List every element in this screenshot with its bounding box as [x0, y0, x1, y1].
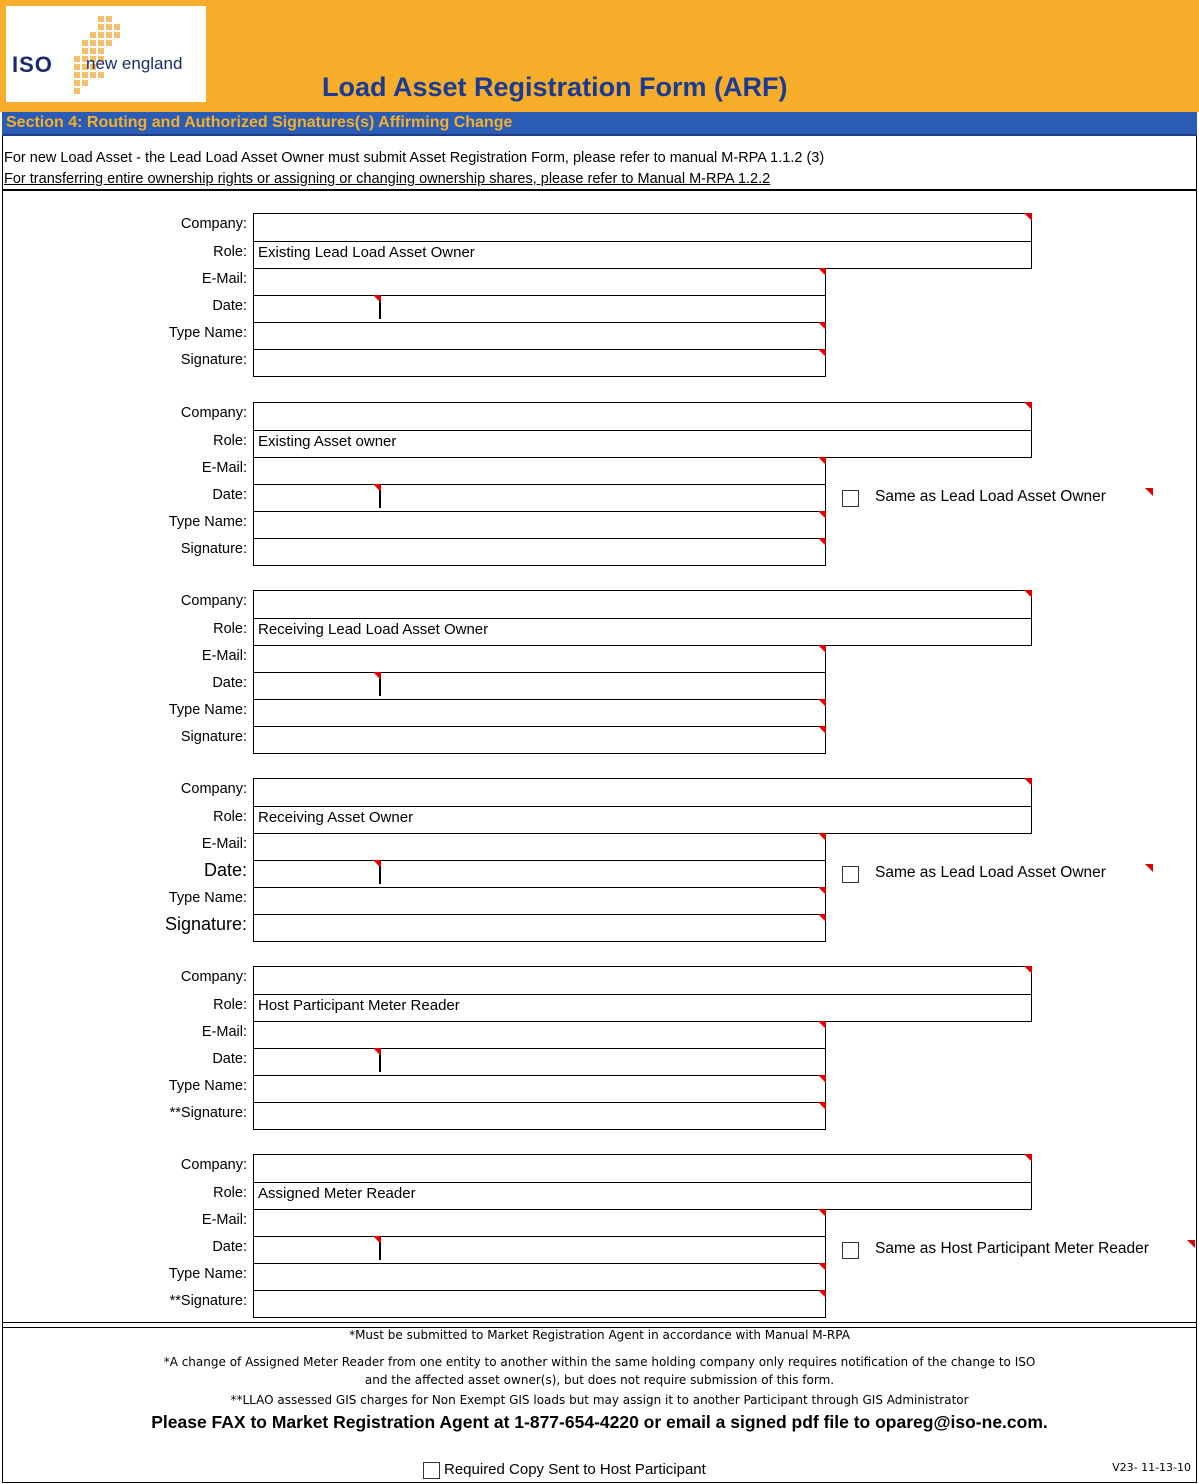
type-name-label: Type Name:	[168, 1266, 247, 1282]
comment-indicator-icon	[373, 295, 381, 303]
role-field[interactable]	[253, 806, 1032, 834]
company-field[interactable]	[253, 590, 1032, 619]
company-label: Company:	[180, 781, 247, 797]
role-label: Role:	[213, 621, 247, 637]
company-label: Company:	[180, 593, 247, 609]
date-label: Date:	[212, 675, 247, 691]
date-field[interactable]	[253, 860, 826, 888]
footer-note-1: *Must be submitted to Market Registration Agent in accordance with Manual M-RPA	[349, 1328, 850, 1342]
date-field[interactable]	[253, 295, 826, 323]
role-field[interactable]	[253, 994, 1032, 1022]
type-name-label: Type Name:	[168, 1078, 247, 1094]
logo-new-england-text: new england	[86, 54, 183, 73]
comment-indicator-icon	[1145, 864, 1153, 872]
signature-label: Signature:	[164, 914, 247, 934]
date-field[interactable]	[253, 484, 826, 512]
comment-indicator-icon	[818, 1290, 826, 1298]
comment-indicator-icon	[373, 1236, 381, 1244]
email-field[interactable]	[253, 1021, 826, 1049]
info-new-load-asset: For new Load Asset - the Lead Load Asset Owner must submit Asset Registration Form, please refer to manual M-RPA 1.1.2 (3)	[4, 150, 825, 166]
comment-indicator-icon	[1024, 1154, 1032, 1162]
role-field[interactable]	[253, 241, 1032, 269]
section-title: Section 4: Routing and Authorized Signatures(s) Affirming Change	[6, 114, 513, 131]
version-label: V23- 11-13-10	[1112, 1461, 1191, 1474]
required-copy-checkbox[interactable]	[423, 1462, 440, 1479]
email-field[interactable]	[253, 645, 826, 673]
signature-label: Signature:	[180, 541, 247, 557]
footer-note-2a: *A change of Assigned Meter Reader from one entity to another within the same holding company only requires notification of the change to ISO	[163, 1355, 1036, 1369]
fax-instructions: Please FAX to Market Registration Agent at 1-877-654-4220 or email a signed pdf file to opareg@iso-ne.com.	[151, 1412, 1048, 1432]
date-field[interactable]	[253, 1048, 826, 1076]
comment-indicator-icon	[1024, 213, 1032, 221]
email-field[interactable]	[253, 1209, 826, 1237]
date-label: Date:	[203, 860, 247, 880]
same-as-checkbox[interactable]	[842, 490, 859, 507]
section-header	[2, 112, 1197, 136]
divider	[2, 189, 1197, 191]
signature-label: Signature:	[180, 729, 247, 745]
email-label: E-Mail:	[201, 1024, 247, 1040]
type-name-field[interactable]	[253, 699, 826, 727]
company-field[interactable]	[253, 966, 1032, 995]
role-field[interactable]	[253, 430, 1032, 458]
comment-indicator-icon	[1024, 966, 1032, 974]
comment-indicator-icon	[818, 1021, 826, 1029]
date-label: Date:	[212, 298, 247, 314]
comment-indicator-icon	[818, 457, 826, 465]
same-as-checkbox[interactable]	[842, 866, 859, 883]
date-field[interactable]	[253, 1236, 826, 1264]
signature-field[interactable]	[253, 726, 826, 754]
footer-note-3: **LLAO assessed GIS charges for Non Exempt GIS loads but may assign it to another Participant through GIS Administrator	[230, 1393, 969, 1407]
same-as-label: Same as Host Participant Meter Reader	[875, 1240, 1149, 1257]
role-value: Receiving Lead Load Asset Owner	[258, 621, 489, 638]
signature-label: **Signature:	[169, 1293, 247, 1309]
comment-indicator-icon	[818, 914, 826, 922]
role-value: Existing Asset owner	[258, 433, 397, 450]
email-field[interactable]	[253, 268, 826, 296]
signature-field[interactable]	[253, 538, 826, 566]
role-value: Assigned Meter Reader	[258, 1185, 416, 1202]
role-label: Role:	[213, 1185, 247, 1201]
role-value: Receiving Asset Owner	[258, 809, 414, 826]
email-label: E-Mail:	[201, 271, 247, 287]
type-name-field[interactable]	[253, 1263, 826, 1291]
type-name-label: Type Name:	[168, 890, 247, 906]
comment-indicator-icon	[818, 268, 826, 276]
comment-indicator-icon	[818, 349, 826, 357]
same-as-checkbox[interactable]	[842, 1242, 859, 1259]
email-label: E-Mail:	[201, 836, 247, 852]
email-label: E-Mail:	[201, 648, 247, 664]
role-value: Existing Lead Load Asset Owner	[258, 244, 475, 261]
role-label: Role:	[213, 433, 247, 449]
type-name-label: Type Name:	[168, 702, 247, 718]
company-field[interactable]	[253, 213, 1032, 242]
comment-indicator-icon	[818, 322, 826, 330]
comment-indicator-icon	[1024, 402, 1032, 410]
comment-indicator-icon	[818, 511, 826, 519]
role-label: Role:	[213, 244, 247, 260]
comment-indicator-icon	[1145, 488, 1153, 496]
comment-indicator-icon	[818, 645, 826, 653]
company-label: Company:	[180, 969, 247, 985]
date-label: Date:	[212, 487, 247, 503]
date-field[interactable]	[253, 672, 826, 700]
signature-label: **Signature:	[169, 1105, 247, 1121]
type-name-label: Type Name:	[168, 325, 247, 341]
type-name-field[interactable]	[253, 511, 826, 539]
footer-note-2b: and the affected asset owner(s), but does not require submission of this form.	[364, 1373, 835, 1387]
page-title: Load Asset Registration Form (ARF)	[322, 72, 788, 102]
header-banner	[0, 0, 1199, 112]
comment-indicator-icon	[1024, 590, 1032, 598]
signature-field[interactable]	[253, 914, 826, 942]
comment-indicator-icon	[373, 672, 381, 680]
comment-indicator-icon	[818, 833, 826, 841]
info-transfer-ownership: For transferring entire ownership rights or assigning or changing ownership shares, please refer to Manual M-RPA 1.2.2	[4, 171, 771, 187]
same-as-label: Same as Lead Load Asset Owner	[875, 864, 1106, 881]
comment-indicator-icon	[373, 860, 381, 868]
type-name-field[interactable]	[253, 322, 826, 350]
comment-indicator-icon	[818, 1263, 826, 1271]
comment-indicator-icon	[818, 1102, 826, 1110]
logo-iso-text: ISO	[12, 52, 53, 77]
comment-indicator-icon	[1024, 778, 1032, 786]
company-label: Company:	[180, 1157, 247, 1173]
comment-indicator-icon	[818, 726, 826, 734]
role-label: Role:	[213, 997, 247, 1013]
company-field[interactable]	[253, 778, 1032, 807]
comment-indicator-icon	[818, 1209, 826, 1217]
date-label: Date:	[212, 1239, 247, 1255]
role-field[interactable]	[253, 618, 1032, 646]
comment-indicator-icon	[1187, 1240, 1195, 1248]
email-label: E-Mail:	[201, 460, 247, 476]
role-field[interactable]	[253, 1182, 1032, 1210]
date-label: Date:	[212, 1051, 247, 1067]
role-value: Host Participant Meter Reader	[258, 997, 460, 1014]
comment-indicator-icon	[818, 699, 826, 707]
type-name-field[interactable]	[253, 887, 826, 915]
email-field[interactable]	[253, 457, 826, 485]
comment-indicator-icon	[818, 1075, 826, 1083]
company-label: Company:	[180, 216, 247, 232]
signature-field[interactable]	[253, 1102, 826, 1130]
signature-field[interactable]	[253, 1290, 826, 1318]
iso-ne-logo	[6, 6, 206, 102]
comment-indicator-icon	[818, 887, 826, 895]
comment-indicator-icon	[373, 1048, 381, 1056]
type-name-label: Type Name:	[168, 514, 247, 530]
type-name-field[interactable]	[253, 1075, 826, 1103]
signature-label: Signature:	[180, 352, 247, 368]
company-label: Company:	[180, 405, 247, 421]
company-field[interactable]	[253, 402, 1032, 431]
comment-indicator-icon	[818, 538, 826, 546]
company-field[interactable]	[253, 1154, 1032, 1183]
required-copy-label: Required Copy Sent to Host Participant	[444, 1461, 706, 1478]
signature-field[interactable]	[253, 349, 826, 377]
comment-indicator-icon	[373, 484, 381, 492]
email-field[interactable]	[253, 833, 826, 861]
email-label: E-Mail:	[201, 1212, 247, 1228]
role-label: Role:	[213, 809, 247, 825]
same-as-label: Same as Lead Load Asset Owner	[875, 488, 1106, 505]
